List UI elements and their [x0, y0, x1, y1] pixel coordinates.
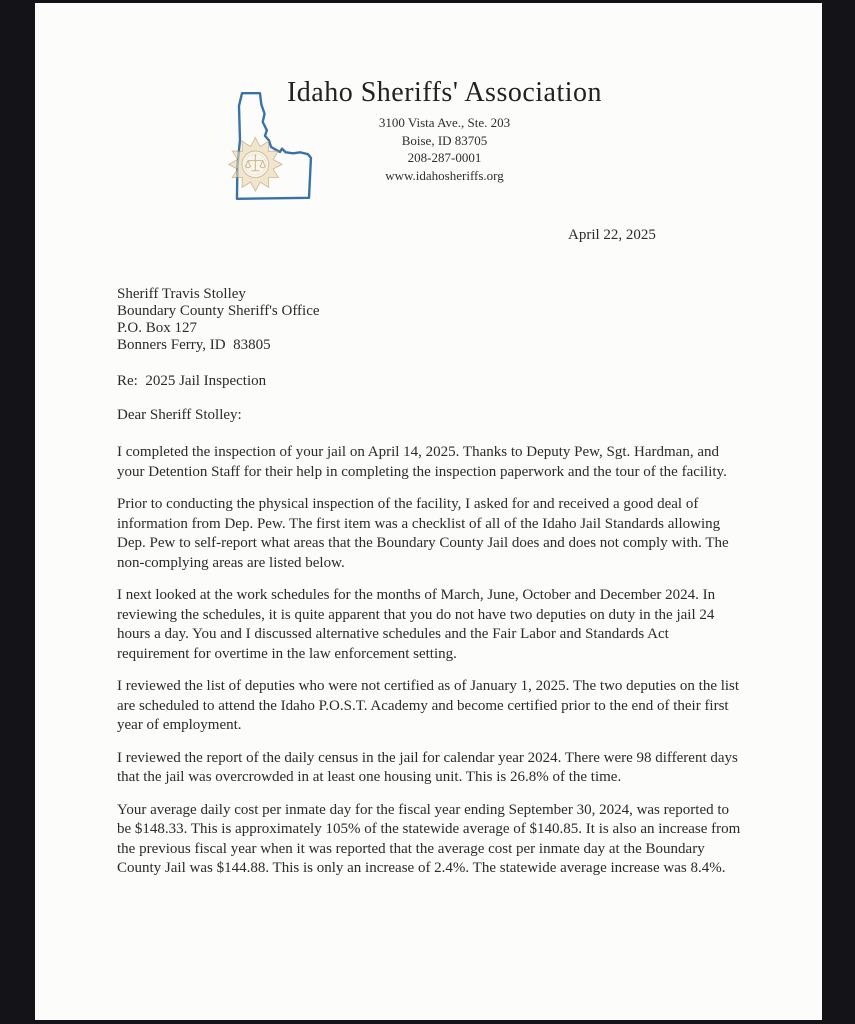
- letter-body: [117, 443, 744, 879]
- recipient-name: Sheriff Travis Stolley: [117, 286, 246, 302]
- letter-page: [35, 3, 822, 1020]
- paragraph-inspection-completed: I completed the inspection of your jail on April 14, 2025. Thanks to Deputy Pew, Sgt. Hardman, and your Detention Staff for their help in completing the inspection paperwork and the tour of the facility.: [117, 444, 727, 480]
- paragraph-cost-per-inmate: Your average daily cost per inmate day for the fiscal year ending September 30, 2024, was reported to be $148.33. This is approximately 105% of the statewide average of $140.85. It is also an increase from the previous fiscal year when it was reported that the average cost per inmate day at the Boundary County Jail was $144.88. This is only an increase of 2.4%. The statewide average increase was 8.4%.: [117, 801, 741, 876]
- paragraph-checklist: Prior to conducting the physical inspection of the facility, I asked for and received a good deal of information from Dep. Pew. The first item was a checklist of all of the Idaho Jail Standards allowing Dep. Pew to self-report what areas that the Boundary County Jail does and does not comply with. The non-complying areas are listed below.: [117, 496, 729, 571]
- paragraph-work-schedules: I next looked at the work schedules for the months of March, June, October and December 2024. In reviewing the schedules, it is quite apparent that you do not have two deputies on duty in the jail 24 hours a day. You and I discussed alternative schedules and the Fair Labor and Standards Act requirement for overtime in the law enforcement setting.: [117, 587, 716, 662]
- org-phone: 208-287-0001: [407, 150, 482, 165]
- org-city-state-zip: Boise, ID 83705: [401, 132, 488, 148]
- recipient-org: Boundary County Sheriff's Office: [117, 303, 320, 319]
- paragraph-certification: I reviewed the list of deputies who were not certified as of January 1, 2025. The two deputies on the list are scheduled to attend the Idaho P.O.S.T. Academy and become certified prior to the end of their first year of employment.: [117, 678, 740, 733]
- paragraph-daily-census: I reviewed the report of the daily census in the jail for calendar year 2024. There were 98 different days that the jail was overcrowded in at least one housing unit. This is 26.8% of the time.: [117, 749, 738, 785]
- subject-line: Re: 2025 Jail Inspection: [117, 373, 267, 389]
- salutation: Dear Sheriff Stolley:: [117, 407, 242, 423]
- letter-content: [117, 3, 744, 879]
- recipient-address-block: [117, 286, 744, 354]
- recipient-city-state-zip: Bonners Ferry, ID 83805: [117, 337, 271, 353]
- org-street: 3100 Vista Ave., Ste. 203: [378, 115, 511, 130]
- org-name: Idaho Sheriffs' Association: [286, 77, 603, 108]
- letter-date: April 22, 2025: [568, 227, 656, 243]
- recipient-po-box: P.O. Box 127: [117, 320, 198, 336]
- org-website: www.idahosheriffs.org: [385, 167, 504, 183]
